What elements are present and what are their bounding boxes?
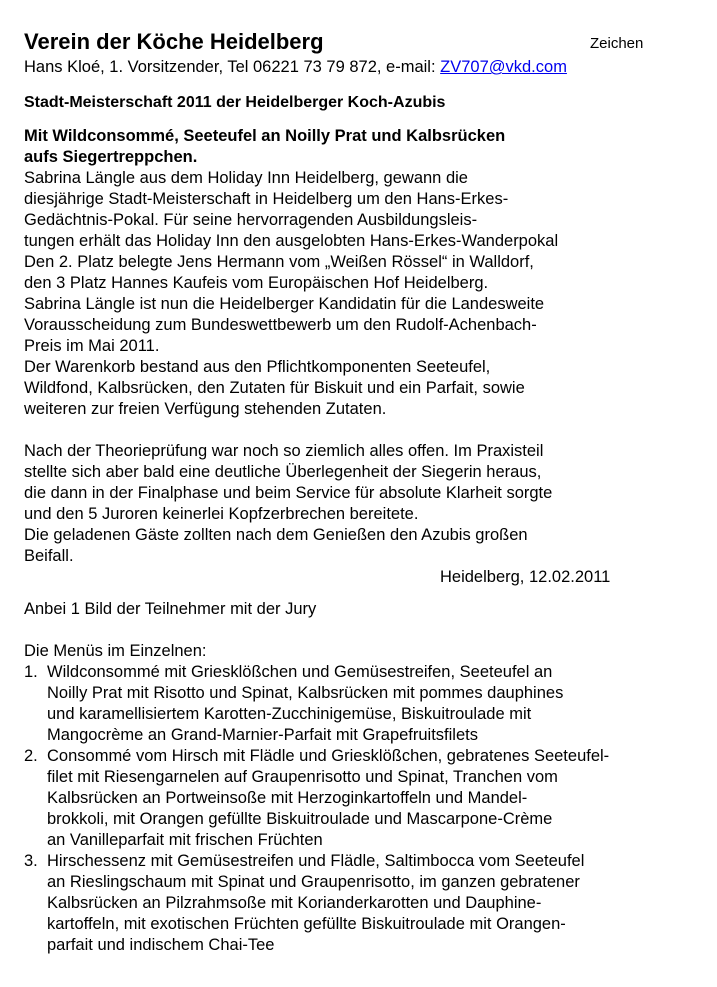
headline xyxy=(24,126,694,168)
menu-item xyxy=(24,746,694,851)
menu-line: an Rieslingschaum mit Spinat und Graupenrisotto, im ganzen gebratener xyxy=(47,873,580,891)
menu-line: Kalbsrücken an Portweinsoße mit Herzoginkartoffeln und Mandel- xyxy=(47,789,528,807)
menu-line: Hirschessenz mit Gemüsestreifen und Flädle, Saltimbocca vom Seeteufel xyxy=(47,852,585,870)
text-line: den 3 Platz Hannes Kaufeis vom Europäischen Hof Heidelberg. xyxy=(24,274,489,292)
menu-line: Noilly Prat mit Risotto und Spinat, Kalbsrücken mit pommes dauphines xyxy=(47,684,564,702)
text-line: Gedächtnis-Pokal. Für seine hervorragenden Ausbildungsleis- xyxy=(24,211,478,229)
menu-line: an Vanilleparfait mit frischen Früchten xyxy=(47,831,323,849)
text-line: Sabrina Längle ist nun die Heidelberger Kandidatin für die Landesweite xyxy=(24,295,545,313)
headline-line: Mit Wildconsommé, Seeteufel an Noilly Prat und Kalbsrücken xyxy=(24,127,506,145)
text-line: Nach der Theorieprüfung war noch so ziemlich alles offen. Im Praxisteil xyxy=(24,442,544,460)
menu-line: parfait und indischem Chai-Tee xyxy=(47,936,275,954)
menus-title: Die Menüs im Einzelnen: xyxy=(24,642,207,660)
text-line: Beifall. xyxy=(24,547,74,565)
menu-line: brokkoli, mit Orangen gefüllte Biskuitroulade und Mascarpone-Crème xyxy=(47,810,553,828)
menu-item xyxy=(24,662,694,746)
menu-item xyxy=(24,851,694,956)
paragraph-intro xyxy=(24,168,694,420)
headline-line: aufs Siegertreppchen. xyxy=(24,148,198,166)
organization-name: Verein der Köche Heidelberg xyxy=(24,29,324,54)
letterhead xyxy=(24,28,694,56)
text-line: die dann in der Finalphase und beim Service für absolute Klarheit sorgte xyxy=(24,484,553,502)
contact-line xyxy=(24,56,694,78)
text-line: und den 5 Juroren keinerlei Kopfzerbrechen bereitete. xyxy=(24,505,419,523)
text-line: diesjährige Stadt-Meisterschaft in Heidelberg um den Hans-Erkes- xyxy=(24,190,509,208)
text-line: Die geladenen Gäste zollten nach dem Genießen den Azubis großen xyxy=(24,526,528,544)
contact-text: Hans Kloé, 1. Vorsitzender, Tel 06221 73 79 872, e-mail: xyxy=(24,58,441,76)
press-release-document xyxy=(24,28,694,956)
sign-label: Zeichen xyxy=(590,35,644,52)
menu-number: 2. xyxy=(24,747,38,765)
menu-line: Kalbsrücken an Pilzrahmsoße mit Korianderkarotten und Dauphine- xyxy=(47,894,542,912)
menu-line: Consommé vom Hirsch mit Flädle und Griesklößchen, gebratenes Seeteufel- xyxy=(47,747,610,765)
text-line: Preis im Mai 2011. xyxy=(24,337,160,355)
event-title: Stadt-Meisterschaft 2011 der Heidelberger Koch-Azubis xyxy=(24,94,446,111)
menu-line: kartoffeln, mit exotischen Früchten gefüllte Biskuitroulade mit Orangen- xyxy=(47,915,566,933)
menu-list xyxy=(24,662,694,956)
paragraph-result xyxy=(24,441,694,588)
menu-number: 1. xyxy=(24,663,38,681)
text-line: Der Warenkorb bestand aus den Pflichtkomponenten Seeteufel, xyxy=(24,358,491,376)
menu-number: 3. xyxy=(24,852,38,870)
menu-line: Wildconsommé mit Griesklößchen und Gemüsestreifen, Seeteufel an xyxy=(47,663,553,681)
text-line: tungen erhält das Holiday Inn den ausgelobten Hans-Erkes-Wanderpokal xyxy=(24,232,559,250)
text-line: Sabrina Längle aus dem Holiday Inn Heidelberg, gewann die xyxy=(24,169,468,187)
text-line: Wildfond, Kalbsrücken, den Zutaten für Biskuit und ein Parfait, sowie xyxy=(24,379,525,397)
text-line: stellte sich aber bald eine deutliche Überlegenheit der Siegerin heraus, xyxy=(24,463,542,481)
place-date: Heidelberg, 12.02.2011 xyxy=(440,568,611,586)
text-line: weiteren zur freien Verfügung stehenden Zutaten. xyxy=(24,400,387,418)
email-link[interactable]: ZV707@vkd.com xyxy=(440,58,567,76)
menu-line: Mangocrème an Grand-Marnier-Parfait mit Grapefruitsfilets xyxy=(47,726,478,744)
menu-line: und karamellisiertem Karotten-Zucchinigemüse, Biskuitroulade mit xyxy=(47,705,532,723)
menu-line: filet mit Riesengarnelen auf Graupenrisotto und Spinat, Tranchen vom xyxy=(47,768,558,786)
text-line: Den 2. Platz belegte Jens Hermann vom „Weißen Rössel“ in Walldorf, xyxy=(24,253,534,271)
text-line: Vorausscheidung zum Bundeswettbewerb um den Rudolf-Achenbach- xyxy=(24,316,537,334)
attachment-note: Anbei 1 Bild der Teilnehmer mit der Jury xyxy=(24,600,317,618)
